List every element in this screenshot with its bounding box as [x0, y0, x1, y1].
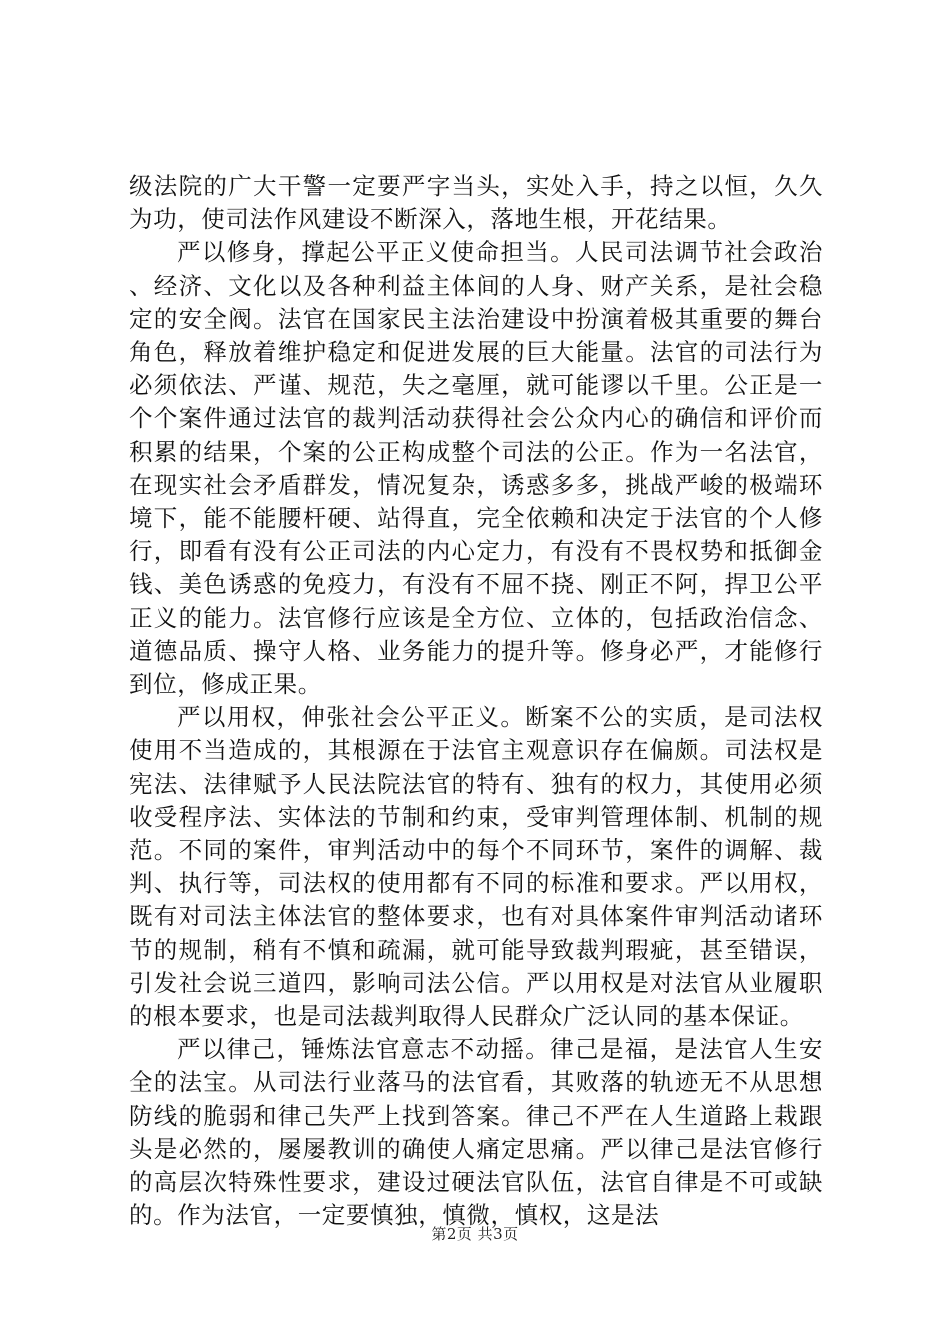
- document-body: [129, 170, 823, 1233]
- page-number-label: 第2页 共3页: [431, 1225, 519, 1243]
- paragraph-3: 严以用权，伸张社会公平正义。断案不公的实质，是司法权使用不当造成的，其根源在于法官主观意识存在偏颇。司法权是宪法、法律赋予人民法院法官的特有、独有的权力，其使用必须收受程序法、实体法的节制和约束，受审判管理体制、机制的规范。不同的案件，审判活动中的每个不同环节，案件的调解、裁判、执行等，司法权的使用都有不同的标准和要求。严以用权，既有对司法主体法官的整体要求，也有对具体案件审判活动诸环节的规制，稍有不慎和疏漏，就可能导致裁判瑕疵，甚至错误，引发社会说三道四，影响司法公信。严以用权是对法官从业履职的根本要求，也是司法裁判取得人民群众广泛认同的基本保证。: [129, 703, 823, 1031]
- paragraph-4: 严以律己，锤炼法官意志不动摇。律己是福，是法官人生安全的法宝。从司法行业落马的法官看，其败落的轨迹无不从思想防线的脆弱和律己失严上找到答案。律己不严在人生道路上栽跟头是必然的，屡屡教训的确使人痛定思痛。严以律己是法官修行的高层次特殊性要求，建设过硬法官队伍，法官自律是不可或缺的。作为法官，一定要慎独，慎微，慎权，这是法: [129, 1035, 823, 1230]
- page-footer: [0, 1224, 950, 1244]
- paragraph-1: 级法院的广大干警一定要严字当头，实处入手，持之以恒，久久为功，使司法作风建设不断深入，落地生根，开花结果。: [129, 172, 823, 234]
- paragraph-2: 严以修身，撑起公平正义使命担当。人民司法调节社会政治、经济、文化以及各种利益主体间的人身、财产关系，是社会稳定的安全阀。法官在国家民主法治建设中扮演着极其重要的舞台角色，释放着维护稳定和促进发展的巨大能量。法官的司法行为必须依法、严谨、规范，失之毫厘，就可能谬以千里。公正是一个个案件通过法官的裁判活动获得社会公众内心的确信和评价而积累的结果，个案的公正构成整个司法的公正。作为一名法官，在现实社会矛盾群发，情况复杂，诱惑多多，挑战严峻的极端环境下，能不能腰杆硬、站得直，完全依赖和决定于法官的个人修行，即看有没有公正司法的内心定力，有没有不畏权势和抵御金钱、美色诱惑的免疫力，有没有不屈不挠、刚正不阿，捍卫公平正义的能力。法官修行应该是全方位、立体的，包括政治信念、道德品质、操守人格、业务能力的提升等。修身必严，才能修行到位，修成正果。: [129, 238, 823, 699]
